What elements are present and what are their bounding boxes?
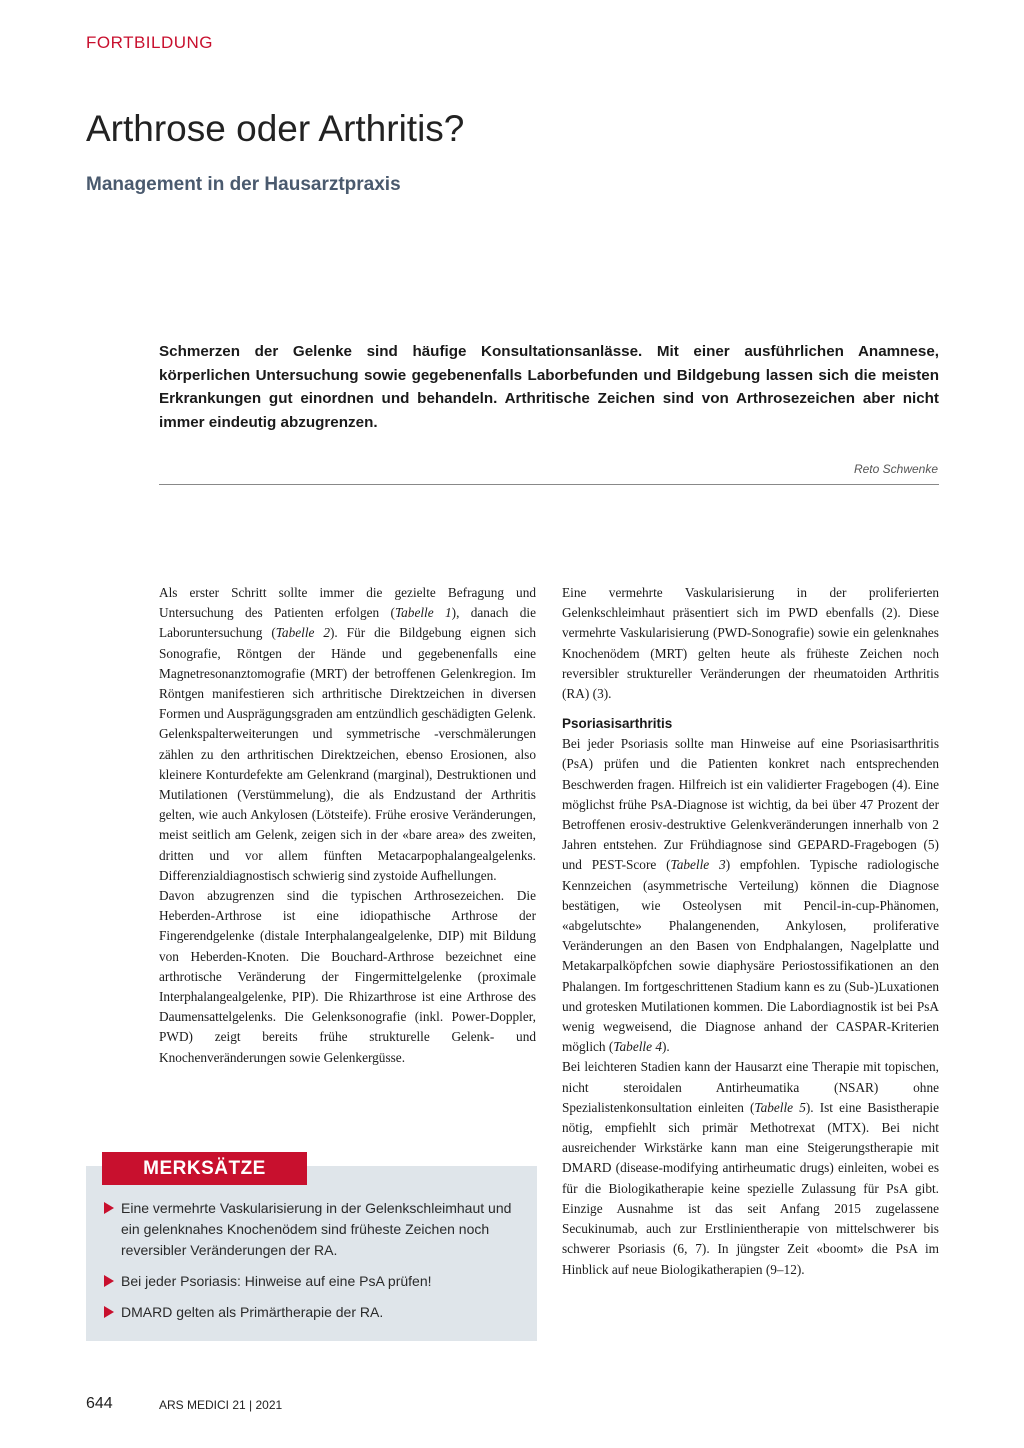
list-item: DMARD gelten als Primärtherapie der RA. bbox=[104, 1302, 524, 1323]
author-name: Reto Schwenke bbox=[853, 462, 938, 476]
merksaetze-list bbox=[104, 1198, 524, 1333]
journal-info: ARS MEDICI 21 | 2021 bbox=[159, 1398, 283, 1412]
body-column-left bbox=[159, 583, 536, 1068]
section-label: FORTBILDUNG bbox=[86, 33, 214, 52]
list-item: Eine vermehrte Vaskularisierung in der Gelenkschleimhaut und ein gelenknahes Knochenödem sind früheste Zeichen noch reversibler Veränderungen der RA. bbox=[104, 1198, 524, 1261]
body-paragraph: Als erster Schritt sollte immer die gezielte Befragung und Untersuchung des Patienten erfolgen (Tabelle 1), danach die Laboruntersuchung (Tabelle 2). Für die Bildgebung eignen sich Sonografie, Röntgen der Hände und gegebenenfalls eine Magnetresonanztomografie (MRT) der betroffenen Gelenkregion. Im Röntgen manifestieren sich arthritische Direktzeichen in diversen Formen und Ausprägungsgraden am entzündlich geschädigten Gelenk. Gelenkspalterweiterungen und symmetrische -verschmälerungen zählen zu den arthritischen Direktzeichen, ebenso Erosionen, also kleinere Konturdefekte am Gelenkrand (marginal), Destruktionen und Mutilationen (Verstümmelung), die als Endzustand der Arthritis gelten, wie auch Ankylosen (Lötsteife). Frühe erosive Veränderungen, meist seitlich am Gelenk, zeigen sich in der «bare area» des zweiten, dritten und vor allem fünften Metacarpophalangealgelenks. Differenzialdiagnostisch schwierig sind zystoide Aufhellungen. bbox=[159, 585, 537, 883]
article-title: Arthrose oder Arthritis? bbox=[86, 108, 465, 149]
merksaetze-title: MERKSÄTZE bbox=[102, 1152, 307, 1185]
arrow-right-icon bbox=[104, 1202, 114, 1214]
section-heading: Psoriasisarthritis bbox=[562, 716, 673, 732]
arrow-right-icon bbox=[104, 1275, 114, 1287]
body-paragraph: Bei leichteren Stadien kann der Hausarzt eine Therapie mit topischen, nicht steroidalen Antirheumatika (NSAR) ohne Spezialistenkonsultation einleiten (Tabelle 5). Ist eine Basistherapie nötig, empfiehlt sich primär Methotrexat (MTX). Bei nicht ausreichender Wirkstärke kann man eine Steigerungstherapie mit DMARD (disease-modifying antirheumatic drugs) einleiten, wobei es für die Biologikatherapie keine spezielle Zulassung für PsA gibt. Einzige Ausnahme ist das seit Anfang 2015 zugelassene Secukinumab, auch zur Erstlinientherapie von mittelschwerer bis schwerer Psoriasis (6, 7). In jüngster Zeit «boomt» die PsA im Hinblick auf neue Biologikatherapien (9–12). bbox=[562, 1059, 939, 1277]
lead-paragraph: Schmerzen der Gelenke sind häufige Konsultationsanlässe. Mit einer ausführlichen Anamnese, körperlichen Untersuchung sowie gegebenenfalls Laborbefunden und Bildgebung lassen sich die meisten Erkrankungen gut einordnen und behandeln. Arthritische Zeichen sind von Arthrosezeichen aber nicht immer eindeutig abzugrenzen. bbox=[159, 343, 939, 431]
divider bbox=[159, 484, 939, 485]
arrow-right-icon bbox=[104, 1306, 114, 1318]
table-reference: Tabelle 5 bbox=[754, 1099, 806, 1115]
list-item: Bei jeder Psoriasis: Hinweise auf eine PsA prüfen! bbox=[104, 1271, 524, 1292]
body-column-right bbox=[562, 583, 939, 1280]
table-reference: Tabelle 4 bbox=[613, 1039, 662, 1055]
body-paragraph: Bei jeder Psoriasis sollte man Hinweise auf eine Psoriasisarthritis (PsA) prüfen und die Patienten konkret nach entsprechenden Beschwerden fragen. Hilfreich ist ein validierter Fragebogen (4). Eine möglichst frühe PsA-Diagnose ist wichtig, da bei über 47 Prozent der Betroffenen erosiv-destruktive Gelenkveränderungen innerhalb von 2 Jahren entstehen. Zur Frühdiagnose sind GEPARD-Fragebogen (5) und PEST-Score (Tabelle 3) empfohlen. Typische radiologische Kennzeichen (asymmetrische Verteilung) können die Diagnose bestätigen, wie Osteolysen mit Pencil-in-cup-Phänomen, «abgelutschte» Phalangenenden, Ankylosen, proliferative Veränderungen an den Basen von Endphalangen, Nagelplatte und Metakarpalköpfchen sowie diaphysäre Periostossifikationen an den Phalangen. Im fortgeschrittenen Stadium kann es zu (Sub-)Luxationen und grotesken Mutilationen kommen. Die Labordiagnostik ist bei PsA wenig wegweisend, die Diagnose anhand der CASPAR-Kriterien möglich (Tabelle 4). bbox=[562, 736, 939, 1055]
table-reference: Tabelle 2 bbox=[275, 625, 330, 641]
article-subtitle: Management in der Hausarztpraxis bbox=[86, 174, 401, 195]
body-paragraph: Davon abzugrenzen sind die typischen Arthrosezeichen. Die Heberden-Arthrose ist eine idiopathische Arthrose der Fingerendgelenke (distale Interphalangealgelenke, DIP) mit Bildung von Heberden-Knoten. Die Bouchard-Arthrose bezeichnet eine arthrotische Veränderung der Fingermittelgelenke (proximale Interphalangealgelenke, PIP). Die Rhizarthrose ist eine Arthrose des Daumensattelgelenks. Die Gelenksonografie (inkl. Power-Doppler, PWD) zeigt bereits frühe strukturelle Gelenk- und Knochenveränderungen sowie Gelenkergüsse. bbox=[159, 888, 536, 1065]
body-paragraph: Eine vermehrte Vaskularisierung in der proliferierten Gelenkschleimhaut präsentiert sich im PWD ebenfalls (2). Diese vermehrte Vaskularisierung (PWD-Sonografie) sowie ein gelenknahes Knochenödem (MRT) gelten heute als früheste Zeichen noch reversibler struktureller Veränderungen der rheumatoiden Arthritis (RA) (3). bbox=[562, 585, 939, 702]
table-reference: Tabelle 1 bbox=[394, 605, 452, 621]
table-reference: Tabelle 3 bbox=[670, 857, 726, 873]
page-number: 644 bbox=[86, 1395, 113, 1412]
